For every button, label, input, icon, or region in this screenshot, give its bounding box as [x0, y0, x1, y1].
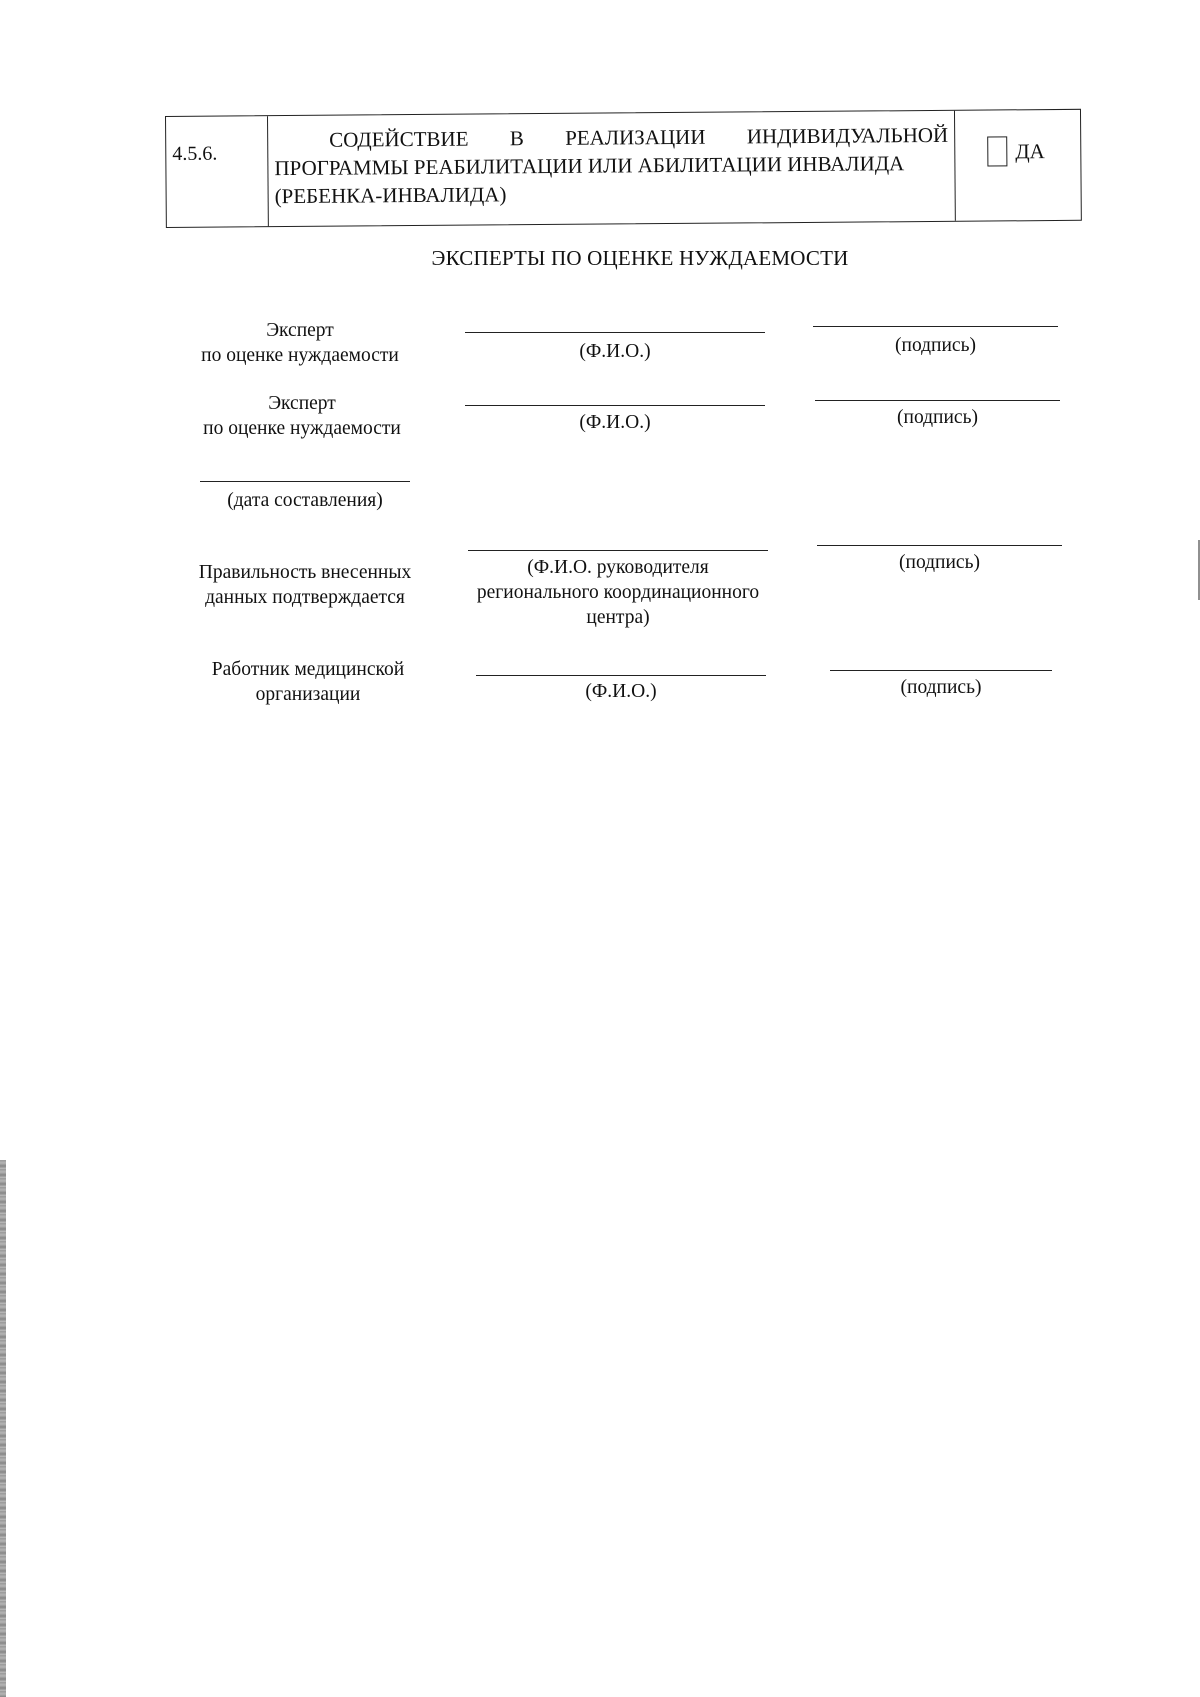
medical-label-line2: организации [255, 684, 361, 705]
fio-caption-1: (Ф.И.О.) [579, 341, 651, 362]
expert-label-2 [182, 391, 422, 441]
director-fio-caption [448, 555, 788, 630]
item-text [268, 111, 956, 226]
medical-label [183, 657, 433, 707]
expert-label-line2: по оценке нуждаемости [203, 418, 401, 439]
director-fio-line1: (Ф.И.О. руководителя [527, 557, 709, 578]
signature-caption-1: (подпись) [895, 335, 976, 356]
confirm-label-line1: Правильность внесенных [198, 562, 412, 583]
medical-signature-line[interactable] [830, 670, 1052, 671]
expert-label-line2: по оценке нуждаемости [201, 345, 399, 366]
signature-line-2[interactable] [815, 400, 1060, 401]
date-caption: (дата составления) [227, 490, 383, 511]
item-text-line2: ПРОГРАММЫ РЕАБИЛИТАЦИИ ИЛИ АБИЛИТАЦИИ ИНВАЛИДА [274, 151, 905, 181]
expert-label-line1: Эксперт [266, 320, 334, 341]
director-fio-line[interactable] [468, 550, 768, 551]
item-word: РЕАЛИЗАЦИИ [565, 124, 706, 150]
scan-edge-artifact [0, 1160, 6, 1697]
item-number: 4.5.6. [166, 116, 269, 227]
expert-label-1 [180, 318, 420, 368]
director-fio-line2: регионального координационного [476, 582, 760, 603]
medical-fio-caption: (Ф.И.О.) [585, 681, 657, 702]
signature-line-1[interactable] [813, 326, 1058, 327]
medical-signature-caption: (подпись) [900, 677, 982, 698]
expert-label-line1: Эксперт [268, 393, 336, 414]
fio-line-2[interactable] [465, 405, 765, 406]
item-word: В [509, 126, 524, 151]
item-check-cell [955, 110, 1081, 221]
director-signature-caption: (подпись) [899, 552, 980, 573]
signature-caption-2: (подпись) [897, 407, 978, 428]
date-line[interactable] [200, 481, 410, 482]
yes-checkbox-label: ДА [1015, 138, 1045, 163]
fio-line-1[interactable] [465, 332, 765, 333]
item-text-line3: (РЕБЕНКА-ИНВАЛИДА) [274, 182, 507, 209]
confirm-label-line2: данных подтверждается [205, 587, 405, 608]
item-table [165, 109, 1082, 228]
item-word: ИНДИВИДУАЛЬНОЙ [746, 122, 949, 149]
director-fio-line3: центра) [586, 607, 650, 628]
yes-checkbox[interactable] [987, 136, 1007, 166]
director-signature-line[interactable] [817, 545, 1062, 546]
fio-caption-2: (Ф.И.О.) [579, 412, 651, 433]
section-title: ЭКСПЕРТЫ ПО ОЦЕНКЕ НУЖДАЕМОСТИ [431, 246, 849, 270]
medical-label-line1: Работник медицинской [211, 659, 405, 680]
medical-fio-line[interactable] [476, 675, 766, 676]
item-word: СОДЕЙСТВИЕ [329, 126, 469, 152]
confirm-label [180, 560, 430, 610]
